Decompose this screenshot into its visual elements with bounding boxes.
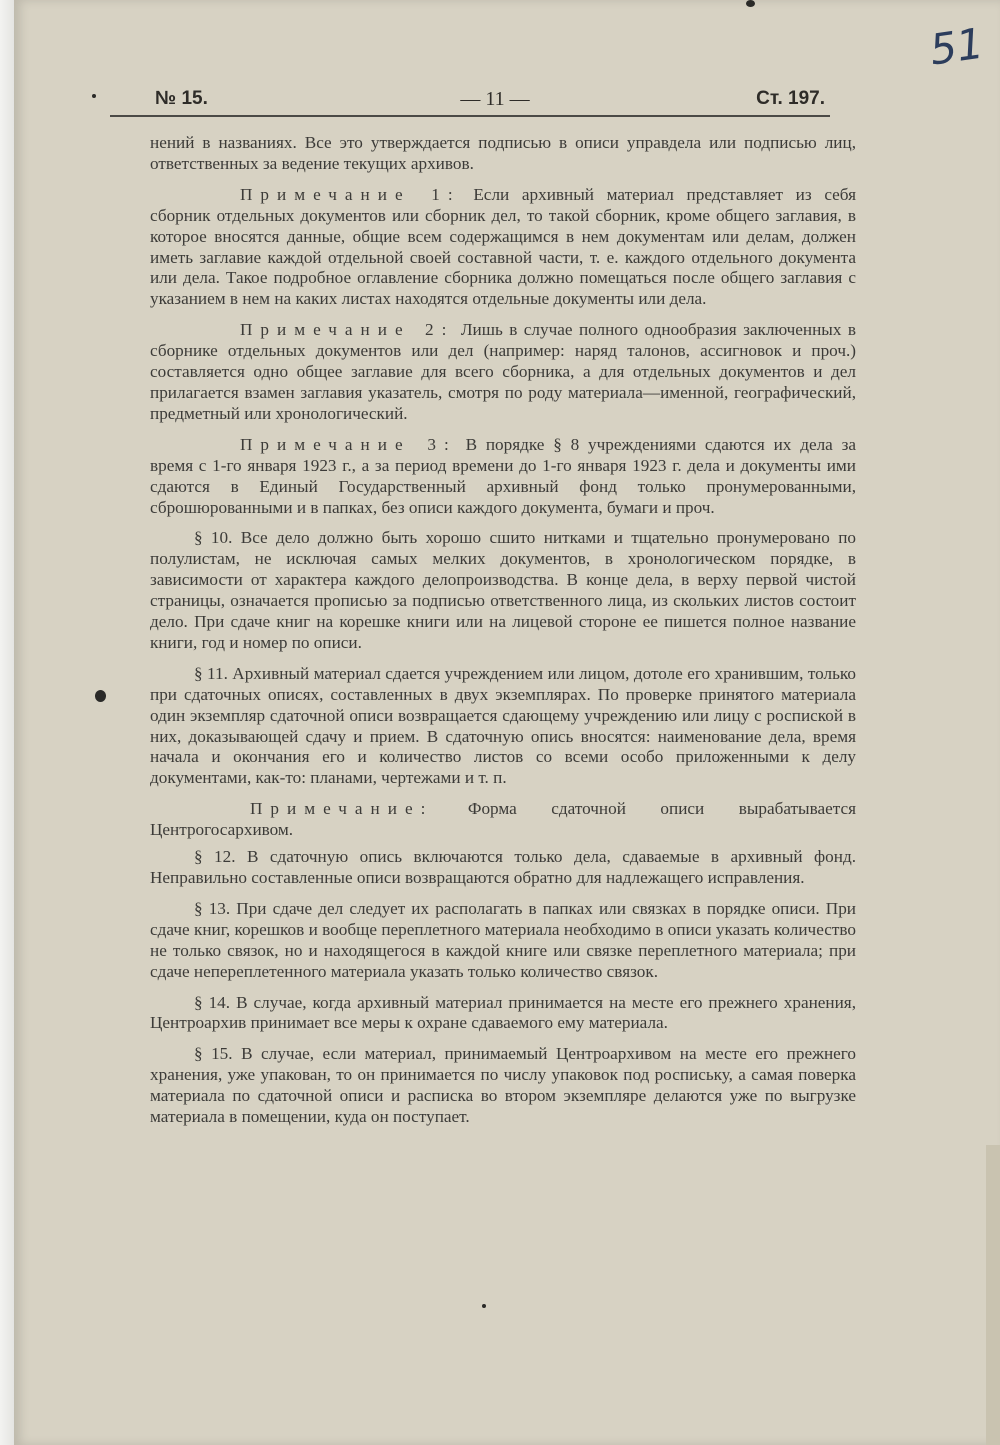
article-number: Ст. 197. (756, 88, 825, 109)
body-text (150, 133, 856, 1138)
ink-spot (92, 94, 96, 98)
header-rule (110, 115, 830, 117)
section-11: § 11. Архивный материал сдается учреждением или лицом, дотоле его хранившим, только при сдаточных описях, составленных в двух экземплярах. По проверке принятого материала один экземпляр сдаточной описи возвращается сдающему учреждению или лицу с роспиской в них, доказывающей сдачу и прием. В сдаточную опись вносятся: наименование дела, время начала и окончания его и количество листов со всеми особо приложенными к делу документами, как-то: планами, чертежами и т. п. (150, 663, 856, 788)
scan-background-strip (0, 0, 14, 1445)
note-1-lead: Примечание 1: (240, 184, 461, 204)
section-14: § 14. В случае, когда архивный материал принимается на месте его прежнего хранения, Центроархив принимает все меры к охране сдаваемого ему материала. (150, 992, 856, 1033)
note-2-text: Лишь в случае полного однообразия заключенных в сборнике отдельных документов или дел (например: наряд талонов, ассигновок и проч.) составляется одно общее заглавие для всего сборника, а для отдельных документов и дел прилагается взамен заглавия указатель, смотря по роду материала—именной, географический, предметный или хронологический. (150, 320, 856, 423)
section-12: § 12. В сдаточную опись включаются только дела, сдаваемые в архивный фонд. Неправильно составленные описи возвращаются обратно для надлежащего исправления. (150, 847, 856, 887)
note-3 (150, 435, 856, 519)
page-edge-tab (986, 1145, 1000, 1445)
note-section-11-text: Форма сдаточной описи вырабатывается Центрогосархивом. (150, 799, 857, 840)
section-10: § 10. Все дело должно быть хорошо сшито нитками и тщательно пронумеровано по полулистам, не исключая самых мелких документов, в хронологическом порядке, в зависимости от характера каждого делопроизводства. В конце дела, в верху первой чистой страницы, означается прописью за подписью ответственного лица, из скольких листов состоит дело. При сдаче книг на корешке книги или на лицевой стороне ее пишется полное название книги, год и номер по описи. (150, 528, 856, 652)
note-section-11 (150, 799, 856, 841)
note-3-text: В порядке § 8 учреждениями сдаются их дела за время с 1-го января 1923 г., а за период времени до 1-го января 1923 г. дела и документы ими сдаются в Единый Государственный архивный фонд только пронумерованными, сброшюрованными и в папках, без описи каждого документа, бумаги и проч. (150, 434, 857, 517)
folio-number-handwritten: 51 (926, 18, 987, 75)
ink-spot (746, 0, 755, 7)
section-15: § 15. В случае, если материал, принимаемый Центроархивом на месте его прежнего хранения, уже упакован, то он принимается по числу упаковок под роспиську, а самая поверка материала по сдаточной описи и расписка во втором экземпляре делаются уже по выгрузке материала в помещении, куда он поступает. (150, 1044, 856, 1127)
ink-spot (95, 690, 106, 702)
note-2-lead: Примечание 2: (240, 320, 455, 340)
ink-spot (482, 1304, 486, 1308)
page-number: — 11 — (460, 88, 530, 110)
note-3-lead: Примечание 3: (240, 434, 457, 454)
paragraph-continuation: нений в названиях. Все это утверждается подписью в описи управдела или подписью лиц, ответственных за ведение текущих архивов. (150, 133, 856, 173)
note-2 (150, 320, 856, 425)
note-1-text: Если архивный материал представляет из себя сборник отдельных документов или сборник дел, то такой сборник, кроме общего заглавия, в которое вносятся данные, общие всем содержащимся в нем документам или делам, должен иметь заглавие каждой отдельной своей составной части, т. е. каждого отдельного документа или дела. Такое подробное оглавление сборника должно помещаться после общего заглавия с указанием в нем на каких листах находятся отдельные документы или дела. (150, 184, 857, 309)
note-section-11-lead: Примечание: (250, 799, 434, 819)
section-13: § 13. При сдаче дел следует их располагать в папках или связках в порядке описи. При сдаче книг, корешков и вообще переплетного материала необходимо в описи указать количество не только связок, но и находящегося в каждой книге или связке переплетного материала; при сдаче непереплетенного материала указать только количество связок. (150, 898, 856, 981)
page-header (155, 88, 825, 112)
issue-number: № 15. (155, 88, 208, 109)
note-1 (150, 185, 856, 310)
